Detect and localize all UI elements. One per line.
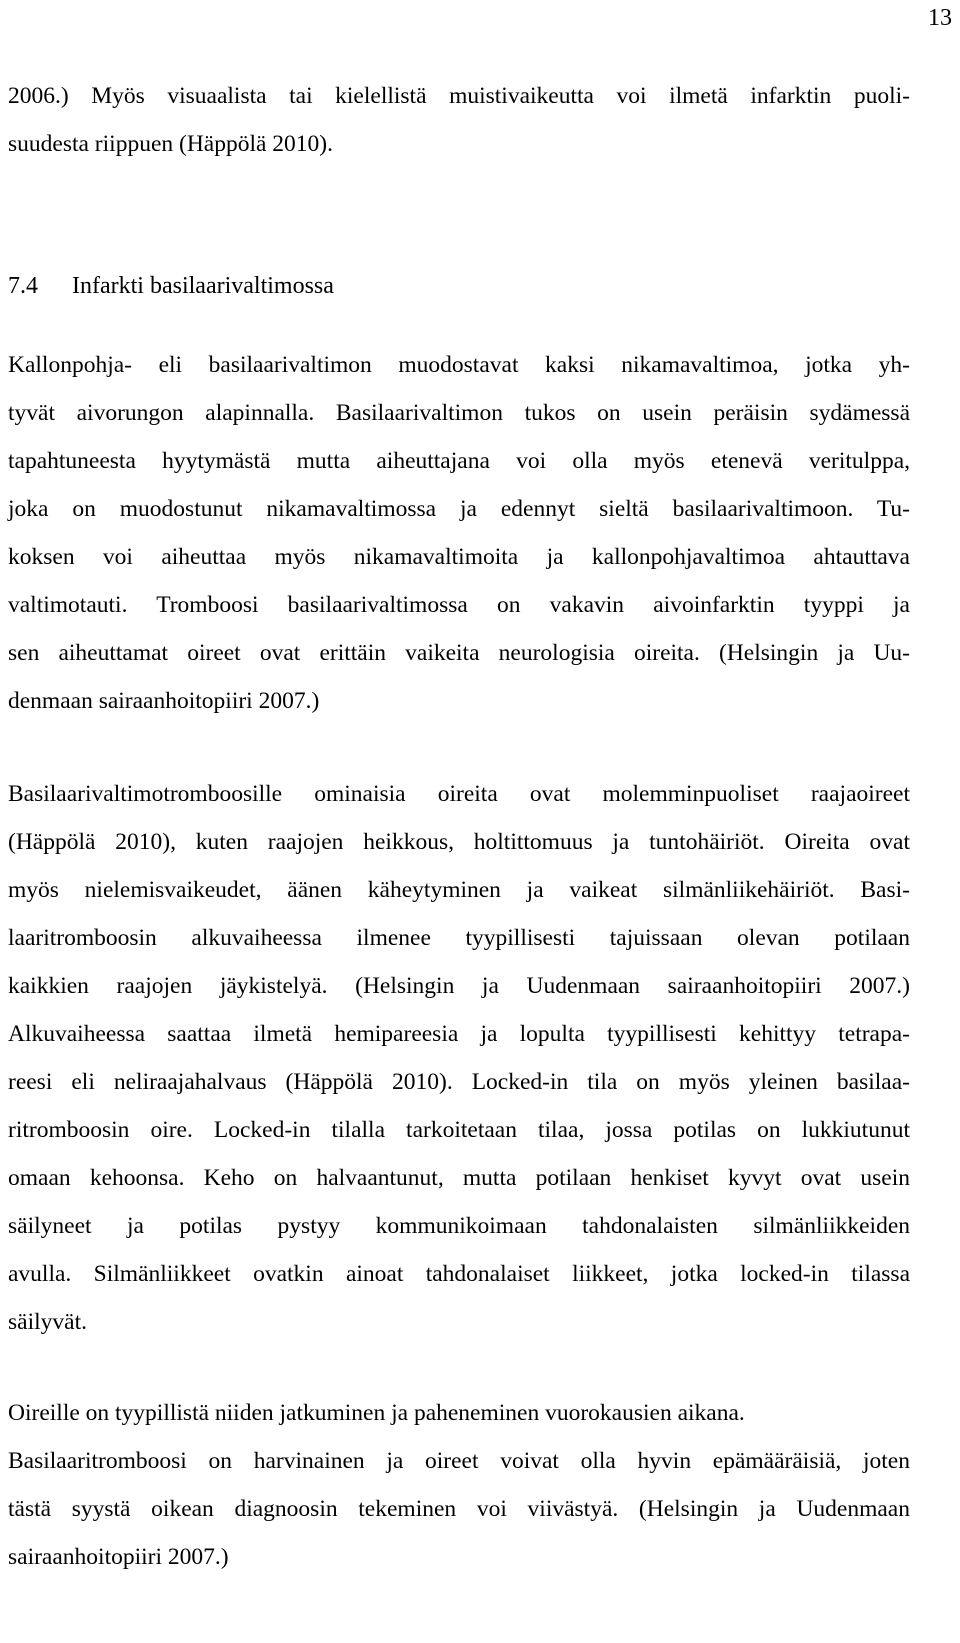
text-line: suudesta riippuen (Häppölä 2010). [8,131,334,157]
text-line: Oireille on tyypillistä niiden jatkuminen ja paheneminen vuorokausien aikana. [8,1400,745,1426]
text-line: denmaan sairaanhoitopiiri 2007.) [8,688,320,714]
text-line: Basilaarivaltimotromboosille ominaisia oireita ovat molemminpuoliset raajaoireet [8,781,910,807]
page-number: 13 [928,5,952,31]
text-line: Basilaaritromboosi on harvinainen ja oireet voivat olla hyvin epämääräisiä, joten [8,1448,910,1474]
text-line: sairaanhoitopiiri 2007.) [8,1544,229,1570]
text-line: kaikkien raajojen jäykistelyä. (Helsingin ja Uudenmaan sairaanhoitopiiri 2007.) [8,973,910,999]
text-line: joka on muodostunut nikamavaltimossa ja edennyt sieltä basilaarivaltimoon. Tu- [8,496,910,522]
text-line: Alkuvaiheessa saattaa ilmetä hemipareesia ja lopulta tyypillisesti kehittyy tetrapa- [8,1021,910,1047]
section-number: 7.4 [8,273,38,299]
text-line: avulla. Silmänliikkeet ovatkin ainoat tahdonalaiset liikkeet, jotka locked-in tilassa [8,1261,910,1287]
text-line: tapahtuneesta hyytymästä mutta aiheuttajana voi olla myös etenevä veritulppa, [8,448,910,474]
text-line: säilyvät. [8,1309,87,1335]
text-line: tästä syystä oikean diagnoosin tekeminen voi viivästyä. (Helsingin ja Uudenmaan [8,1496,910,1522]
text-line: tyvät aivorungon alapinnalla. Basilaarivaltimon tukos on usein peräisin sydämessä [8,400,910,426]
text-line: omaan kehoonsa. Keho on halvaantunut, mutta potilaan henkiset kyvyt ovat usein [8,1165,910,1191]
text-line: ritromboosin oire. Locked-in tilalla tarkoitetaan tilaa, jossa potilas on lukkiutunut [8,1117,910,1143]
text-line: 2006.) Myös visuaalista tai kielellistä muistivaikeutta voi ilmetä infarktin puoli- [8,83,910,109]
text-line: myös nielemisvaikeudet, äänen käheytyminen ja vaikeat silmänliikehäiriöt. Basi- [8,877,910,903]
text-line: säilyneet ja potilas pystyy kommunikoimaan tahdonalaisten silmänliikkeiden [8,1213,910,1239]
text-line: (Häppölä 2010), kuten raajojen heikkous, holtittomuus ja tuntohäiriöt. Oireita ovat [8,829,910,855]
text-line: sen aiheuttamat oireet ovat erittäin vaikeita neurologisia oireita. (Helsingin ja Uu- [8,640,910,666]
text-line: koksen voi aiheuttaa myös nikamavaltimoita ja kallonpohjavaltimoa ahtauttava [8,544,910,570]
text-line: Kallonpohja- eli basilaarivaltimon muodostavat kaksi nikamavaltimoa, jotka yh- [8,352,910,378]
text-line: reesi eli neliraajahalvaus (Häppölä 2010). Locked-in tila on myös yleinen basilaa- [8,1069,910,1095]
text-line: valtimotauti. Tromboosi basilaarivaltimossa on vakavin aivoinfarktin tyyppi ja [8,592,910,618]
text-line: laaritromboosin alkuvaiheessa ilmenee tyypillisesti tajuissaan olevan potilaan [8,925,910,951]
section-title: Infarkti basilaarivaltimossa [72,273,334,299]
